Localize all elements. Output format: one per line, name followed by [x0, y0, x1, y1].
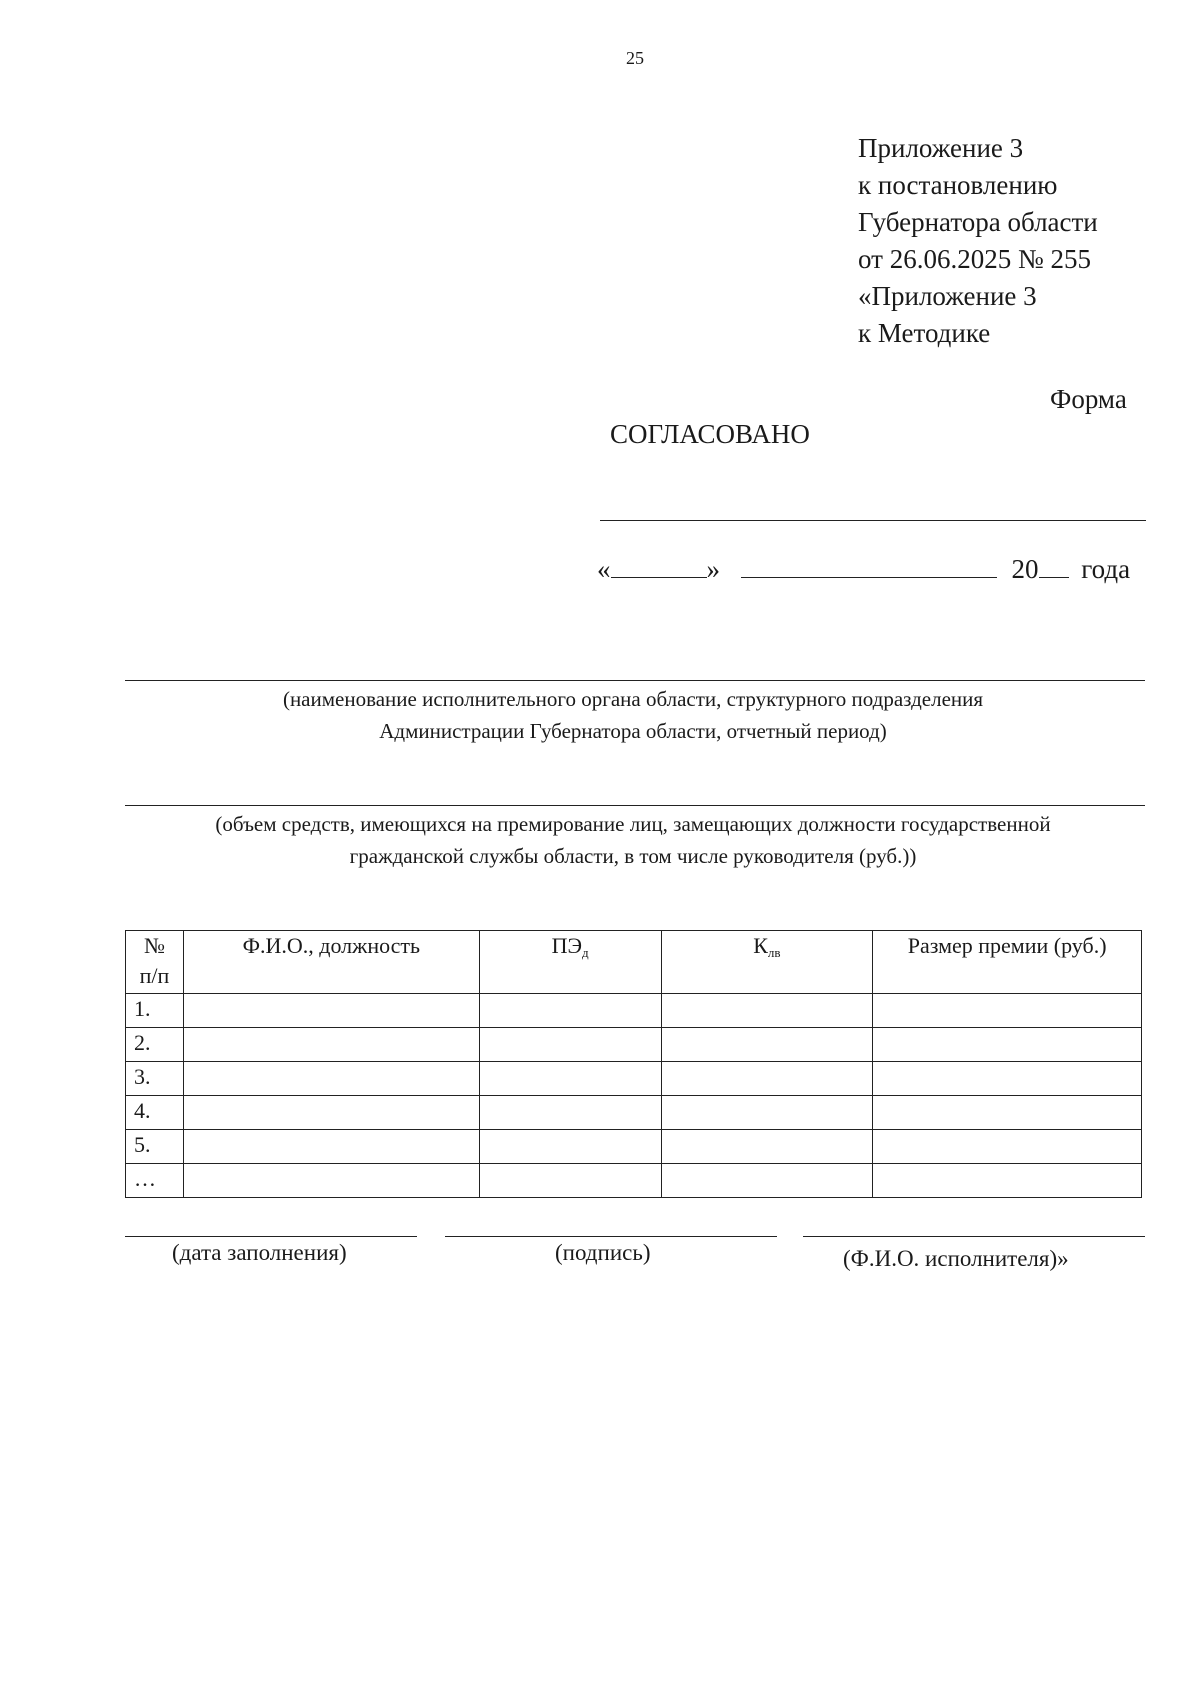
table-row	[126, 994, 1142, 1028]
cell-bonus[interactable]	[873, 1096, 1142, 1130]
cell-bonus[interactable]	[873, 994, 1142, 1028]
year-blank[interactable]	[1039, 555, 1069, 578]
signature-caption: (подпись)	[555, 1240, 651, 1265]
table-header-row	[126, 931, 1142, 994]
table-row	[126, 1164, 1142, 1198]
row-number: …	[126, 1164, 184, 1198]
bonus-table	[125, 930, 1142, 1198]
cell-name[interactable]	[183, 1164, 479, 1198]
cell-pe[interactable]	[479, 1164, 661, 1198]
cell-name[interactable]	[183, 994, 479, 1028]
row-number: 2.	[126, 1028, 184, 1062]
page-number: 25	[626, 48, 644, 68]
cell-pe[interactable]	[479, 1028, 661, 1062]
cell-name[interactable]	[183, 1096, 479, 1130]
approval-title: СОГЛАСОВАНО	[610, 419, 810, 449]
year-suffix: года	[1081, 554, 1131, 584]
form-label: Форма	[1050, 384, 1127, 414]
approval-date-row	[597, 554, 1130, 585]
appendix-line: Приложение 3	[858, 133, 1024, 163]
cell-name[interactable]	[183, 1130, 479, 1164]
date-caption: (дата заполнения)	[172, 1240, 347, 1265]
cell-k[interactable]	[661, 994, 873, 1028]
appendix-heading	[858, 130, 1098, 352]
cell-k[interactable]	[661, 1130, 873, 1164]
header-name-position: Ф.И.О., должность	[183, 931, 479, 994]
executor-signature-line[interactable]	[803, 1236, 1145, 1237]
header-bonus: Размер премии (руб.)	[873, 931, 1142, 994]
cell-bonus[interactable]	[873, 1028, 1142, 1062]
header-number: № п/п	[126, 931, 184, 994]
row-number: 5.	[126, 1130, 184, 1164]
table-row	[126, 1062, 1142, 1096]
cell-k[interactable]	[661, 1062, 873, 1096]
cell-k[interactable]	[661, 1164, 873, 1198]
open-quote: «	[597, 554, 611, 584]
appendix-line: «Приложение 3	[858, 281, 1037, 311]
cell-pe[interactable]	[479, 1096, 661, 1130]
header-k: $К_{лв}$	[661, 931, 873, 994]
header-pe: $ПЭ_д$	[479, 931, 661, 994]
cell-pe[interactable]	[479, 1130, 661, 1164]
signature-line[interactable]	[445, 1236, 777, 1237]
day-blank[interactable]	[611, 555, 707, 578]
year-prefix: 20	[1011, 554, 1039, 584]
table-row	[126, 1130, 1142, 1164]
cell-k[interactable]	[661, 1096, 873, 1130]
caption-line: (объем средств, имеющихся на премирование лиц, замещающих должности государственной	[215, 812, 1051, 836]
cell-name[interactable]	[183, 1062, 479, 1096]
cell-bonus[interactable]	[873, 1130, 1142, 1164]
table-row	[126, 1028, 1142, 1062]
appendix-line: от 26.06.2025 № 255	[858, 244, 1091, 274]
caption-line: гражданской службы области, в том числе руководителя (руб.))	[349, 844, 917, 868]
caption-line: Администрации Губернатора области, отчетный период)	[379, 719, 887, 743]
cell-bonus[interactable]	[873, 1164, 1142, 1198]
funds-caption	[118, 808, 1148, 872]
appendix-line: Губернатора области	[858, 207, 1098, 237]
organ-name-line[interactable]	[125, 680, 1145, 681]
cell-k[interactable]	[661, 1028, 873, 1062]
date-signature-line[interactable]	[125, 1236, 417, 1237]
funds-line[interactable]	[125, 805, 1145, 806]
organ-caption	[118, 683, 1148, 747]
cell-pe[interactable]	[479, 994, 661, 1028]
row-number: 1.	[126, 994, 184, 1028]
caption-line: (наименование исполнительного органа области, структурного подразделения	[282, 687, 984, 711]
appendix-line: к Методике	[858, 318, 991, 348]
cell-bonus[interactable]	[873, 1062, 1142, 1096]
close-quote: »	[706, 554, 720, 584]
executor-caption: (Ф.И.О. исполнителя)»	[843, 1246, 1069, 1271]
approver-signature-line[interactable]	[600, 520, 1146, 521]
row-number: 3.	[126, 1062, 184, 1096]
cell-pe[interactable]	[479, 1062, 661, 1096]
cell-name[interactable]	[183, 1028, 479, 1062]
table-row	[126, 1096, 1142, 1130]
row-number: 4.	[126, 1096, 184, 1130]
appendix-line: к постановлению	[858, 170, 1058, 200]
month-blank[interactable]	[741, 555, 997, 578]
